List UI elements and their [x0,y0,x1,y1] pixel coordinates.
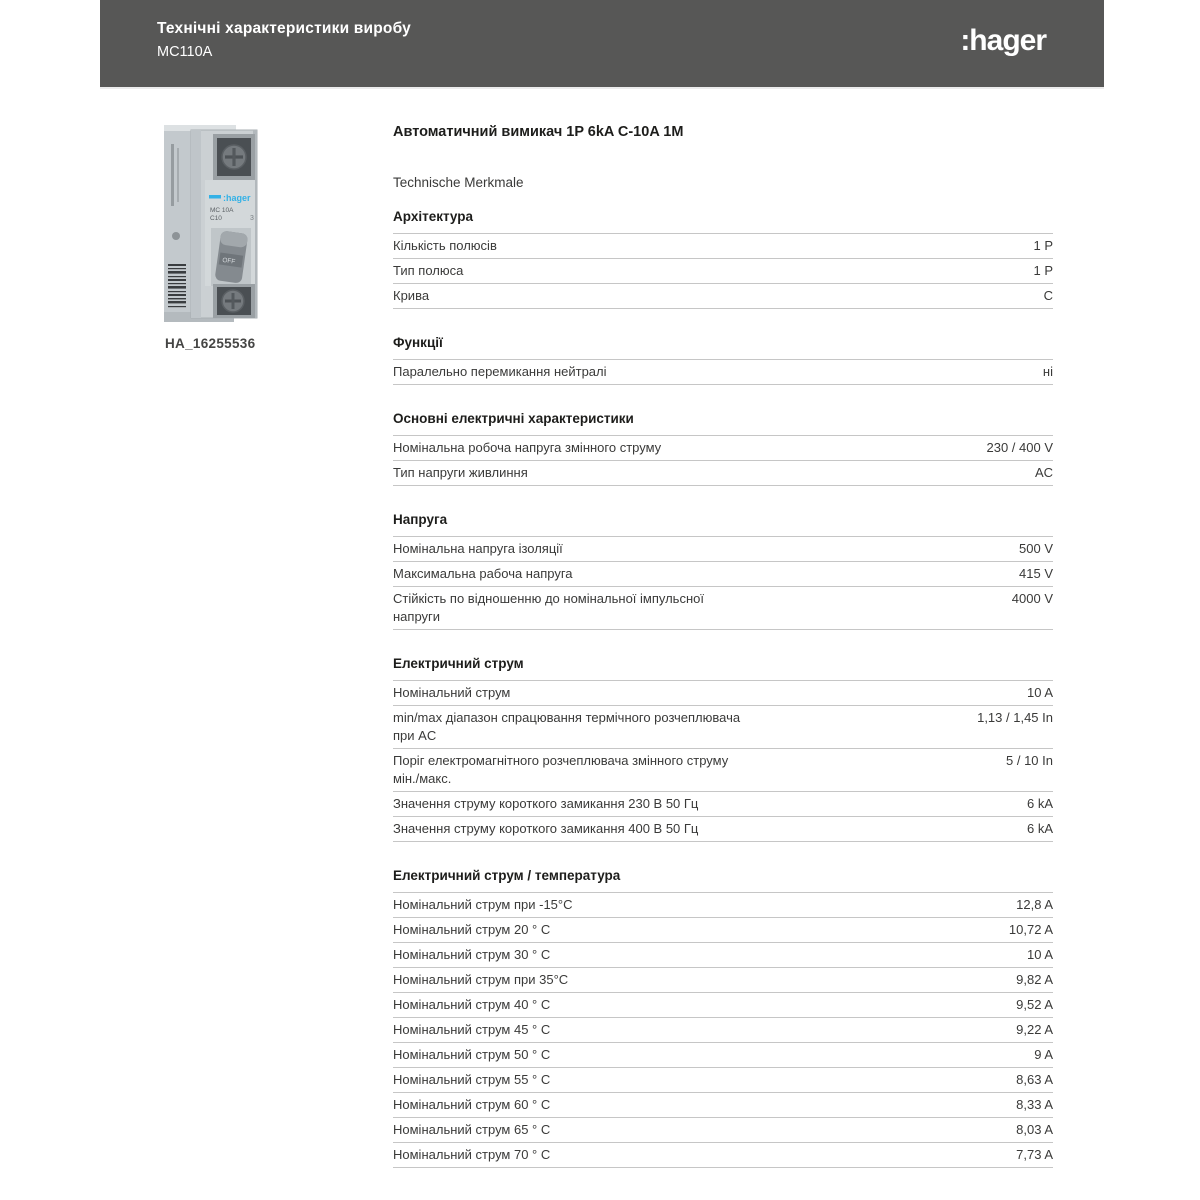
spec-value: 12,8 A [1016,897,1053,912]
spec-row [393,1143,1053,1168]
section-heading-current: Електричний струм [393,656,524,671]
header-text-block [157,20,411,60]
spec-value: AC [1034,465,1053,480]
svg-text:C10: C10 [210,215,222,222]
spec-label: Тип напруги живлиння [393,465,528,480]
section-heading-voltage: Напруга [393,512,448,527]
spec-label: Номінальна робоча напруга змінного струму [393,440,662,455]
spec-row [393,918,1053,943]
spec-value: 9,52 A [1016,997,1053,1012]
tech-merkmale-label: Technische Merkmale [393,175,524,190]
spec-value: 8,33 A [1016,1097,1053,1112]
spec-row [393,893,1053,918]
spec-row [393,259,1053,284]
spec-value: 1,13 / 1,45 In [977,710,1053,725]
spec-content [393,118,1053,1168]
spec-label: Номінальний струм 65 ° C [393,1122,551,1137]
product-title: Автоматичний вимикач 1P 6kA C-10A 1M [393,124,684,140]
svg-text:MC 10A: MC 10A [210,207,234,214]
spec-label: Номінальний струм при 35°C [393,972,569,987]
spec-table-functions [393,359,1053,385]
spec-row [393,706,1053,749]
hager-logo: :hager [960,24,1046,57]
spec-value: 230 / 400 V [986,440,1053,455]
svg-text:OFF: OFF [221,256,236,266]
spec-label: Стійкість по відношенню до номінальної імпульсної напруги [393,591,704,624]
spec-label: Значення струму короткого замикання 230 В 50 Гц [393,796,699,811]
spec-label: Номінальний струм 30 ° C [393,947,551,962]
spec-label: Номінальний струм 20 ° C [393,922,551,937]
spec-value: 4000 V [1011,591,1053,606]
spec-label: Максимальна рабоча напруга [393,566,573,581]
spec-value: 7,73 A [1016,1147,1053,1162]
spec-label: Номінальний струм 50 ° C [393,1047,551,1062]
spec-row [393,681,1053,706]
spec-label: Номінальний струм 40 ° C [393,997,551,1012]
spec-row [393,968,1053,993]
spec-value: 6 kA [1026,821,1053,836]
spec-value: 6 kA [1026,796,1053,811]
spec-value: 1 P [1033,263,1053,278]
spec-value: 415 V [1019,566,1053,581]
section-heading-current-temperature: Електричний струм / температура [393,868,621,883]
spec-value: 5 / 10 In [1006,753,1053,768]
section-heading-main-electrical: Основні електричні характеристики [393,411,634,426]
spec-label: Поріг електромагнітного розчеплювача змінного струму мін./макс. [393,753,729,786]
page-title: Технічні характеристики виробу [157,20,411,37]
spec-label: Значення струму короткого замикання 400 В 50 Гц [393,821,699,836]
spec-row [393,537,1053,562]
spec-table-main-electrical [393,435,1053,486]
spec-row [393,562,1053,587]
spec-value: 10,72 A [1008,922,1053,937]
spec-value: 9,22 A [1016,1022,1053,1037]
spec-label: Номінальний струм 55 ° C [393,1072,551,1087]
header-bar [100,0,1104,89]
spec-value: 500 V [1019,541,1053,556]
spec-label: Номінальний струм 45 ° C [393,1022,551,1037]
spec-value: C [1043,288,1053,303]
spec-label: Номінальний струм при -15°C [393,897,573,912]
spec-value: 8,63 A [1016,1072,1053,1087]
spec-value: 9,82 A [1016,972,1053,987]
spec-label: min/max діапазон спрацювання термічного розчеплювача при AC [393,710,741,743]
spec-value: 10 A [1026,685,1053,700]
spec-value: ні [1042,364,1053,379]
spec-row [393,817,1053,842]
spec-row [393,284,1053,309]
section-heading-architecture: Архітектура [393,209,473,224]
product-reference: MC110A [157,44,213,60]
spec-row [393,1093,1053,1118]
spec-row [393,1118,1053,1143]
spec-row [393,943,1053,968]
spec-table-architecture [393,233,1053,309]
spec-label: Тип полюса [393,263,464,278]
spec-row [393,360,1053,385]
spec-label: Номінальний струм 60 ° C [393,1097,551,1112]
spec-table-voltage [393,536,1053,630]
spec-row [393,587,1053,630]
spec-value: 1 P [1033,238,1053,253]
spec-label: Крива [393,288,430,303]
spec-table-current-temperature [393,892,1053,1168]
spec-value: 10 A [1026,947,1053,962]
spec-value: 9 A [1034,1047,1053,1062]
spec-row [393,749,1053,792]
product-image-caption: HA_16255536 [165,336,256,351]
spec-label: Номінальний струм 70 ° C [393,1147,551,1162]
spec-label: Кількість полюсів [393,238,497,253]
spec-value: 8,03 A [1016,1122,1053,1137]
spec-row [393,461,1053,486]
svg-text:3: 3 [250,215,254,222]
svg-text::hager: :hager [223,193,251,203]
spec-label: Паралельно перемикання нейтралі [393,364,607,379]
spec-row [393,436,1053,461]
spec-row [393,1018,1053,1043]
spec-label: Номінальна напруга ізоляції [393,541,563,556]
spec-row [393,1068,1053,1093]
spec-label: Номінальний струм [393,685,511,700]
circuit-breaker-illustration [161,116,265,332]
spec-row [393,234,1053,259]
spec-row [393,1043,1053,1068]
spec-table-current [393,680,1053,842]
spec-row [393,792,1053,817]
spec-row [393,993,1053,1018]
product-image [161,116,265,332]
section-heading-functions: Функції [393,335,443,350]
